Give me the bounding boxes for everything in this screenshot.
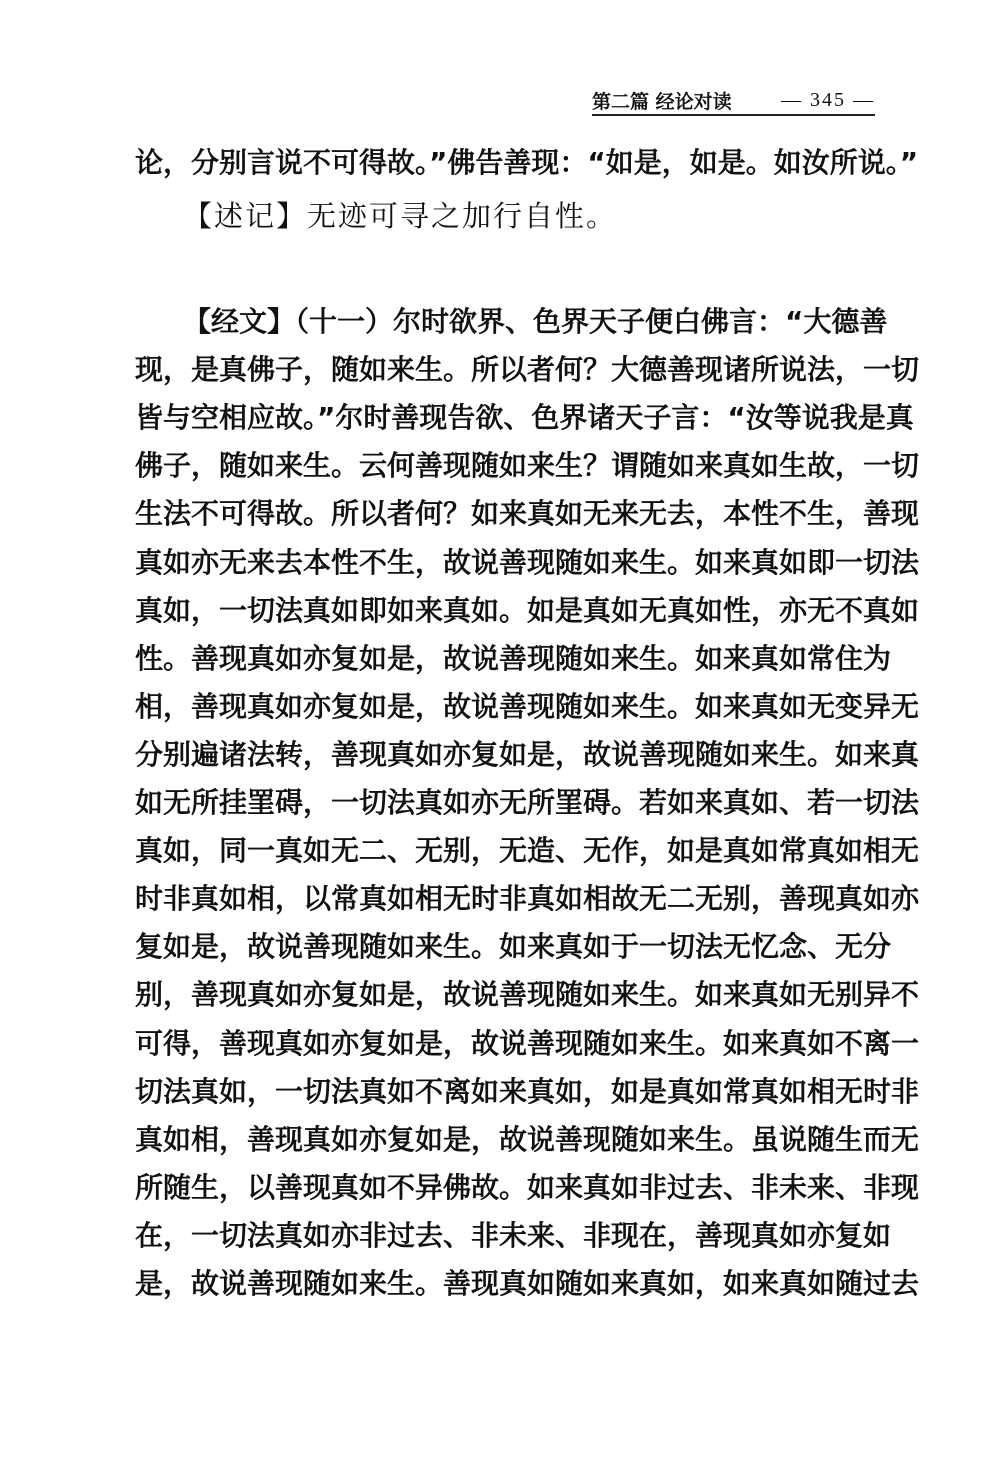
text-line: 时非真如相，以常真如相无时非真如相故无二无别，善现真如亦: [135, 882, 920, 916]
text-line: 真如，同一真如无二、无别，无造、无作，如是真如常真如相无: [135, 834, 920, 868]
text-line: 真如，一切法真如即如来真如。如是真如无真如性，亦无不真如: [135, 593, 920, 627]
text-line: 是，故说善现随如来生。善现真如随如来真如，如来真如随过去: [135, 1267, 920, 1300]
text-line: 切法真如，一切法真如不离如来真如，如是真如常真如相无时非: [135, 1074, 920, 1108]
continuation-line: 论，分别言说不可得故。”佛告善现：“如是，如是。如汝所说。”: [135, 146, 919, 179]
text-line: 【经文】（十一）尔时欲界、色界天子便白佛言：“大德善: [183, 305, 888, 338]
running-header: [592, 86, 875, 116]
text-line: 在，一切法真如亦非过去、非未来、非现在，善现真如亦复如: [135, 1218, 892, 1252]
text-line: 分别遍诸法转，善现真如亦复如是，故说善现随如来生。如来真: [135, 737, 920, 771]
text-line: 真如相，善现真如亦复如是，故说善现随如来生。虽说随生而无: [135, 1122, 920, 1156]
text-line: 皆与空相应故。”尔时善现告欲、色界诸天子言：“汝等说我是真: [135, 401, 914, 435]
page-number: — 345 —: [781, 88, 875, 111]
text-line: 现，是真佛子，随如来生。所以者何？大德善现诸所说法，一切: [135, 353, 920, 387]
text-line: 佛子，随如来生。云何善现随如来生？谓随如来真如生故，一切: [135, 449, 920, 483]
section-title: 第二篇 经论对读: [592, 90, 732, 113]
text-line: 如无所挂罣碍，一切法真如亦无所罣碍。若如来真如、若一切法: [135, 786, 920, 819]
text-line: 别，善现真如亦复如是，故说善现随如来生。如来真如无别异不: [135, 978, 920, 1012]
text-line: 可得，善现真如亦复如是，故说善现随如来生。如来真如不离一: [135, 1026, 920, 1060]
commentary-line: 【述记】无迹可寻之加行自性。: [183, 199, 618, 233]
text-line: 复如是，故说善现随如来生。如来真如于一切法无忆念、无分: [135, 930, 892, 964]
text-line: 相，善现真如亦复如是，故说善现随如来生。如来真如无变异无: [135, 689, 920, 723]
text-line: 真如亦无来去本性不生，故说善现随如来生。如来真如即一切法: [135, 545, 920, 579]
text-line: 性。善现真如亦复如是，故说善现随如来生。如来真如常住为: [135, 641, 892, 675]
text-line: 生法不可得故。所以者何？如来真如无来无去，本性不生，善现: [135, 497, 920, 531]
text-line: 所随生，以善现真如不异佛故。如来真如非过去、非未来、非现: [135, 1170, 920, 1204]
